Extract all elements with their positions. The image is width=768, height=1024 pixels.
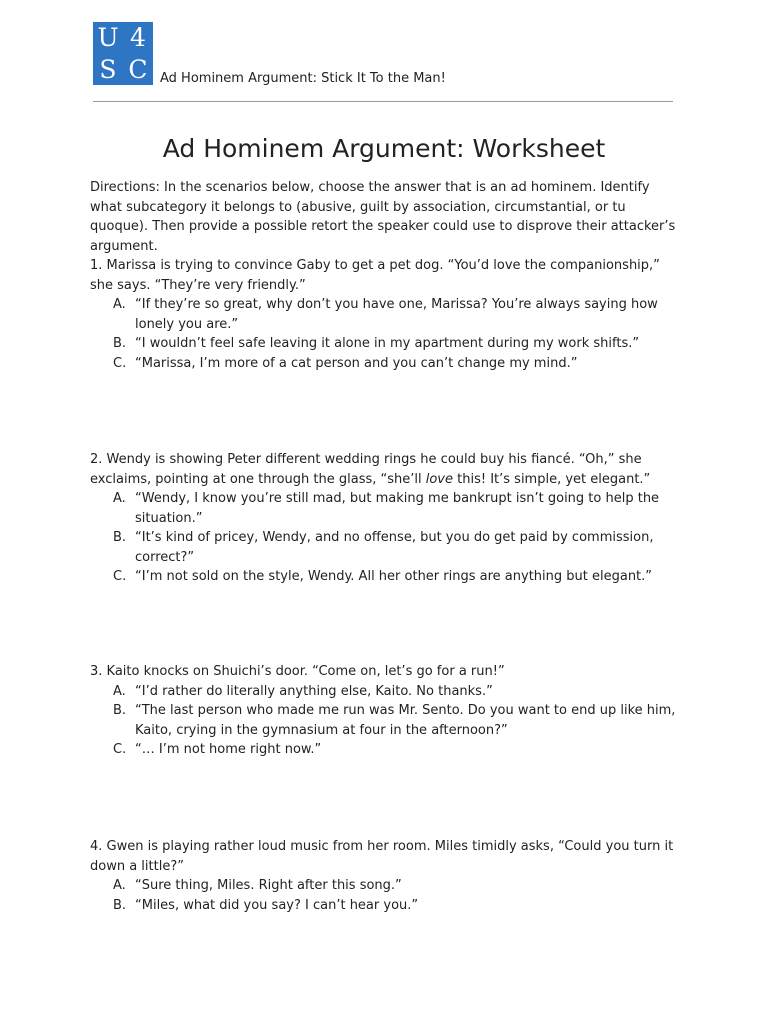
question-1 [90, 256, 680, 373]
option-list [90, 489, 680, 587]
option-a [90, 876, 680, 896]
option-letter: C. [113, 355, 127, 371]
option-letter: A. [113, 491, 126, 506]
option-c [90, 354, 680, 374]
question-stem [90, 450, 680, 489]
option-text: “Sure thing, Miles. Right after this song.” [135, 878, 402, 893]
option-text: “I wouldn’t feel safe leaving it alone in my apartment during my work shifts.” [135, 336, 640, 351]
option-b [90, 334, 680, 354]
option-letter: A. [113, 297, 126, 312]
option-text: “I’m not sold on the style, Wendy. All her other rings are anything but elegant.” [135, 569, 653, 584]
option-a [90, 489, 680, 528]
option-text: “Wendy, I know you’re still mad, but making me bankrupt isn’t going to help the situation.” [135, 491, 660, 526]
u4sc-logo [93, 22, 153, 85]
question-2 [90, 450, 680, 587]
option-letter: B. [113, 703, 127, 718]
logo-letter: 4 [130, 23, 146, 52]
option-list [90, 295, 680, 373]
option-letter: B. [113, 897, 127, 913]
option-letter: A. [113, 683, 126, 699]
option-letter: B. [113, 530, 127, 545]
question-stem: 4. Gwen is playing rather loud music from her room. Miles timidly asks, “Could you turn it down a little?” [90, 839, 674, 874]
option-text: “Marissa, I’m more of a cat person and you can’t change my mind.” [135, 355, 578, 371]
option-letter: B. [113, 336, 127, 351]
logo-letter: C [128, 54, 148, 84]
option-b [90, 896, 680, 916]
directions: Directions: In the scenarios below, choose the answer that is an ad hominem. Identify what subcategory it belongs to (abusive, guilt by association, circumstantial, or tu quoque). Then provide a possible retort the speaker could use to disprove their attacker’s argument. [90, 180, 676, 254]
option-text: “The last person who made me run was Mr. Sento. Do you want to end up like him, Kaito, crying in the gymnasium at four in the afternoon?” [135, 703, 676, 738]
option-a [90, 682, 680, 702]
stem-text: this! It’s simple, yet elegant.” [453, 471, 651, 487]
logo-letter: S [99, 54, 117, 84]
option-c [90, 740, 680, 760]
question-4 [90, 837, 680, 915]
option-text: “… I’m not home right now.” [135, 742, 322, 757]
option-letter: C. [113, 742, 127, 757]
option-list [90, 876, 680, 915]
option-text: “If they’re so great, why don’t you have one, Marissa? You’re always saying how lonely you are.” [135, 297, 658, 332]
option-letter: C. [113, 569, 127, 584]
option-b [90, 701, 680, 740]
question-3 [90, 662, 680, 760]
question-stem: 1. Marissa is trying to convince Gaby to get a pet dog. “You’d love the companionship,” she says. “They’re very friendly.” [90, 258, 660, 293]
option-list [90, 682, 680, 760]
option-a [90, 295, 680, 334]
option-text: “I’d rather do literally anything else, Kaito. No thanks.” [135, 683, 493, 699]
logo-letter: U [97, 23, 119, 52]
page-title: Ad Hominem Argument: Worksheet [162, 134, 606, 163]
question-stem: 3. Kaito knocks on Shuichi’s door. “Come on, let’s go for a run!” [90, 664, 505, 679]
header-title: Ad Hominem Argument: Stick It To the Man! [160, 71, 446, 86]
option-b [90, 528, 680, 567]
stem-emphasis: love [425, 471, 453, 487]
option-letter: A. [113, 878, 126, 893]
option-text: “It’s kind of pricey, Wendy, and no offense, but you do get paid by commission, correct?” [135, 530, 654, 565]
header-divider [93, 101, 673, 102]
stem-text: 2. Wendy is showing Peter different wedding rings he could buy his fiancé. “Oh,” she exclaims, pointing at one through the glass, “she’ll [90, 452, 642, 487]
option-c [90, 567, 680, 587]
option-text: “Miles, what did you say? I can’t hear you.” [135, 897, 419, 913]
